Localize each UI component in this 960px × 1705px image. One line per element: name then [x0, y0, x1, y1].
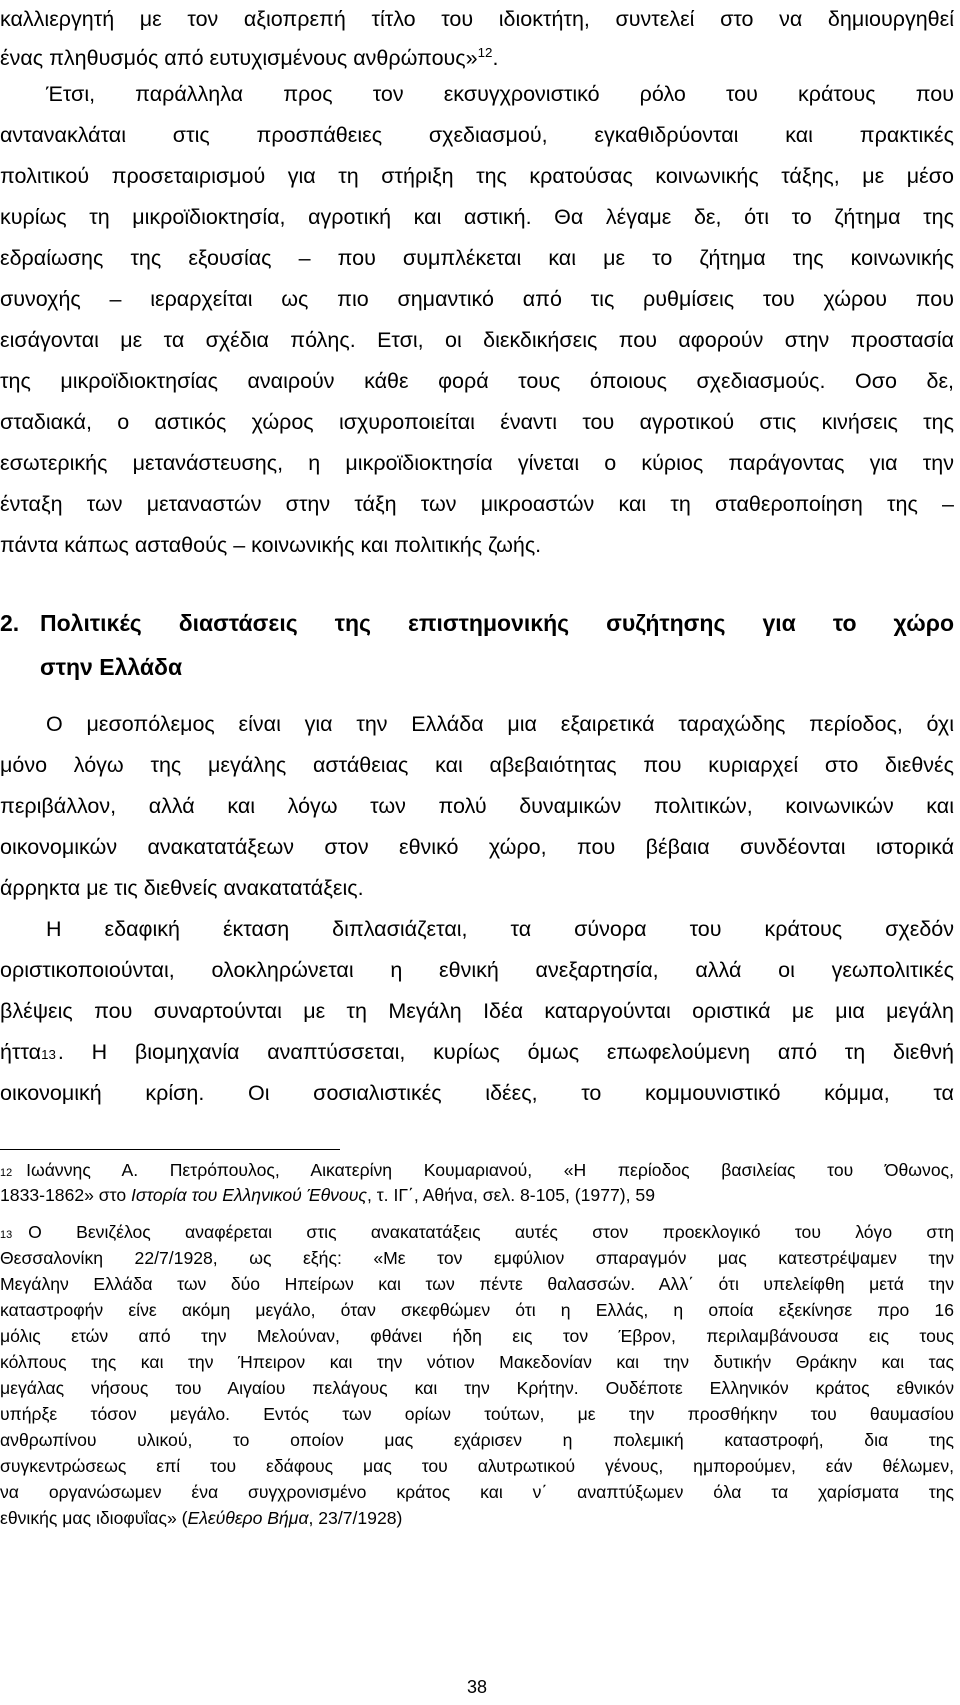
section-number: 2. — [0, 610, 20, 636]
footnote-line: Θεσσαλονίκη 22/7/1928, ως εξής: «Με τον εμφύλιον σπαραγμόν μας κατεστρέψαμεν την — [0, 1248, 954, 1268]
body-line: Έτσι, παράλληλα προς τον εκσυγχρονιστικό ρόλο του κράτους που — [46, 82, 954, 106]
footnote-line: να οργανώσωμεν ένα συγχρονισμένο κράτος και ν΄ αναπτύξωμεν όλα τα χαρίσματα της — [0, 1482, 954, 1502]
body-line: κυρίως τη μικροϊδιοκτησία, αγροτική και αστική. Θα λέγαμε δε, ότι το ζήτημα της — [0, 205, 954, 229]
footnote-separator — [0, 1149, 340, 1150]
newspaper-title: Ελεύθερο Βήμα — [187, 1508, 309, 1528]
body-line: περιβάλλον, αλλά και λόγω των πολύ δυναμικών πολιτικών, κοινωνικών και — [0, 794, 954, 818]
body-line: οικονομική κρίση. Οι σοσιαλιστικές ιδέες, το κομμουνιστικό κόμμα, τα — [0, 1081, 954, 1105]
body-line: εδραίωσης της εξουσίας – που συμπλέκεται και με το ζήτημα της κοινωνικής — [0, 246, 954, 270]
footnote-line: εθνικής μας ιδιοφυΐας» (Ελεύθερο Βήμα, 23/7/1928) — [0, 1508, 403, 1528]
body-line: συνοχής – ιεραρχείται ως πιο σημαντικό από τις ρυθμίσεις του χώρου που — [0, 287, 954, 311]
footnote-line: κόλπους της και την Ήπειρον και την νότιον Μακεδονίαν και την δυτικήν Θράκην και τας — [0, 1352, 954, 1372]
footnote-13: 13 Ο Βενιζέλος αναφέρεται στις ανακατατάξεις αυτές στον προεκλογικό του λόγο στη — [0, 1222, 954, 1242]
body-line: Η εδαφική έκταση διπλασιάζεται, τα σύνορα του κράτους σχεδόν — [46, 917, 954, 941]
body-line: άρρηκτα με τις διεθνείς ανακατατάξεις. — [0, 876, 364, 900]
footnote-line: ανθρωπίνου υλικού, το οποίον μας εχάρισεν η πολεμική καταστροφή, δια της — [0, 1430, 954, 1450]
footnote-line: υπήρξε τόσον μεγάλο. Εντός των ορίων τούτων, με την προσθήκην του θαυμασίου — [0, 1404, 954, 1424]
book-title: Ιστορία του Ελληνικού Έθνους — [131, 1185, 367, 1205]
section-title: Πολιτικές διαστάσεις της επιστημονικής συζήτησης για το χώρο — [40, 610, 954, 636]
body-line: μόνο λόγω της μεγάλης αστάθειας και αβεβαιότητας που κυριαρχεί στο διεθνές — [0, 753, 954, 777]
body-line: πολιτικού προσεταιρισμού για τη στήριξη της κρατούσας κοινωνικής τάξης, με μέσο — [0, 164, 954, 188]
section-heading — [0, 611, 954, 635]
footnote-line: Μεγάλην Ελλάδα των δύο Ηπείρων και των πέντε θαλασσών. Αλλ΄ ότι υπελείφθη μετά την — [0, 1274, 954, 1294]
body-line: ένας πληθυσμός από ευτυχισμένους ανθρώπους»$^{12}$. — [0, 44, 499, 70]
footnote-line: μεγάλας νήσους του Αιγαίου πελάγους και την Κρήτην. Ουδέποτε Ελληνικόν κράτος εθνικόν — [0, 1378, 954, 1398]
body-line: βλέψεις που συναρτούνται με τη Μεγάλη Ιδέα καταργούνται οριστικά με μια μεγάλη — [0, 999, 954, 1023]
body-line: καλλιεργητή με τον αξιοπρεπή τίτλο του ιδιοκτήτη, συντελεί στο να δημιουργηθεί — [0, 7, 954, 31]
body-line: εσωτερικής μετανάστευσης, η μικροϊδιοκτησία γίνεται ο κύριος παράγοντας για την — [0, 451, 954, 475]
body-line: πάντα κάπως ασταθούς – κοινωνικής και πολιτικής ζωής. — [0, 533, 542, 557]
body-line: οικονομικών ανακατατάξεων στον εθνικό χώρο, που βέβαια συνδέονται ιστορικά — [0, 835, 954, 859]
body-line: εισάγονται με τα σχέδια πόλης. Ετσι, οι διεκδικήσεις που αφορούν στην προστασία — [0, 328, 954, 352]
body-line: ένταξη των μεταναστών στην τάξη των μικροαστών και τη σταθεροποίηση της – — [0, 492, 954, 516]
footnote-line: συγκεντρώσεως επί του εδάφους μας του αλυτρωτικού γένους, ημπορούμεν, εάν θέλωμεν, — [0, 1456, 954, 1476]
footnote-12-line: 1833-1862» στο Ιστορία του Ελληνικού Έθνους, τ. ΙΓ΄, Αθήνα, σελ. 8-105, (1977), 59 — [0, 1185, 655, 1205]
footnote-line: καταστροφήν είνε ακόμη μεγάλο, όταν σκεφθώμεν ότι η Ελλάς, η οποία εξεκίνησε προ 16 — [0, 1300, 954, 1320]
footnote-line: μόλις ετών από την Μελούναν, φθάνει ήδη εις τον Έβρον, περιλαμβάνουσα εις τους — [0, 1326, 954, 1346]
page-number: 38 — [466, 1677, 488, 1697]
footnote-12: 12 Ιωάννης Α. Πετρόπουλος, Αικατερίνη Κουμαριανού, «Η περίοδος βασιλείας του Όθωνος, — [0, 1160, 954, 1180]
body-line: ήττα 13 . Η βιομηχανία αναπτύσσεται, κυρίως όμως επωφελούμενη από τη διεθνή — [0, 1040, 954, 1064]
body-line: της μικροϊδιοκτησίας αναιρούν κάθε φορά τους όποιους σχεδιασμούς. Οσο δε, — [0, 369, 954, 393]
body-line: σταδιακά, ο αστικός χώρος ισχυροποιείται έναντι του αγροτικού στις κινήσεις της — [0, 410, 954, 434]
body-line: αντανακλάται στις προσπάθειες σχεδιασμού, εγκαθιδρύονται και πρακτικές — [0, 123, 954, 147]
body-line: Ο μεσοπόλεμος είναι για την Ελλάδα μια εξαιρετικά ταραχώδης περίοδος, όχι — [46, 712, 954, 736]
body-line: οριστικοποιούνται, ολοκληρώνεται η εθνική ανεξαρτησία, αλλά οι γεωπολιτικές — [0, 958, 954, 982]
footnote-ref[interactable]: 12 — [477, 44, 493, 60]
section-title-cont: στην Ελλάδα — [40, 654, 183, 680]
